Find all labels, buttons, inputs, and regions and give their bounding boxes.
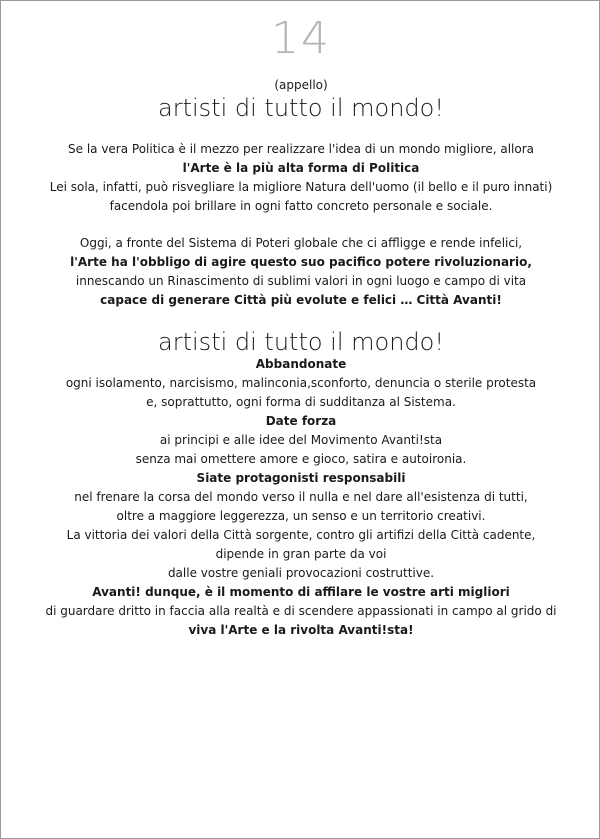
paragraph-1-line: Lei sola, infatti, può risvegliare la migliore Natura dell'uomo (il bello e il puro innati) bbox=[49, 180, 553, 194]
paragraph-3-line: nel frenare la corsa del mondo verso il nulla e nel dare all'esistenza di tutti, bbox=[74, 490, 528, 504]
paragraph-1-line: facendola poi brillare in ogni fatto concreto personale e sociale. bbox=[109, 199, 493, 213]
paragraph-3-line-bold: viva l'Arte e la rivolta Avanti!sta! bbox=[188, 623, 414, 637]
paragraph-2-line-bold: l'Arte ha l'obbligo di agire questo suo pacifico potere rivoluzionario, bbox=[70, 255, 532, 269]
paragraph-3-line: oltre a maggiore leggerezza, un senso e un territorio creativi. bbox=[116, 509, 486, 523]
paragraph-1-line: Se la vera Politica è il mezzo per realizzare l'idea di un mondo migliore, allora bbox=[68, 142, 534, 156]
paragraph-1 bbox=[41, 140, 561, 216]
paragraph-3-line: ai principi e alle idee del Movimento Avanti!sta bbox=[159, 433, 443, 447]
paragraph-3-line-bold: Date forza bbox=[265, 414, 337, 428]
paragraph-2-line: innescando un Rinascimento di sublimi valori in ogni luogo e campo di vita bbox=[75, 274, 527, 288]
paragraph-3-line: e, soprattutto, ogni forma di sudditanza al Sistema. bbox=[146, 395, 456, 409]
paragraph-3 bbox=[41, 355, 561, 640]
paragraph-3-line: dalle vostre geniali provocazioni costruttive. bbox=[167, 566, 435, 580]
page-number: 14 bbox=[271, 13, 331, 64]
paragraph-2-line-bold: capace di generare Città più evolute e felici … Città Avanti! bbox=[100, 293, 502, 307]
paragraph-1-line-bold: l'Arte è la più alta forma di Politica bbox=[182, 161, 420, 175]
paragraph-3-line: senza mai omettere amore e gioco, satira e autoironia. bbox=[135, 452, 467, 466]
paragraph-3-line-bold: Avanti! dunque, è il momento di affilare le vostre arti migliori bbox=[92, 585, 510, 599]
paragraph-2 bbox=[41, 234, 561, 310]
paragraph-3-line: La vittoria dei valori della Città sorgente, contro gli artifizi della Città cadente, bbox=[66, 528, 536, 542]
paragraph-3-line: ogni isolamento, narcisismo, malinconia,sconforto, denuncia o sterile protesta bbox=[65, 376, 537, 390]
paragraph-3-line: dipende in gran parte da voi bbox=[215, 547, 387, 561]
heading-2: artisti di tutto il mondo! bbox=[158, 328, 444, 356]
heading-1: artisti di tutto il mondo! bbox=[158, 94, 444, 122]
paragraph-3-line-bold: Siate protagonisti responsabili bbox=[196, 471, 406, 485]
paragraph-3-line: di guardare dritto in faccia alla realtà e di scendere appassionati in campo al grido di bbox=[45, 604, 557, 618]
paragraph-3-line-bold: Abbandonate bbox=[255, 357, 347, 371]
paragraph-2-line: Oggi, a fronte del Sistema di Poteri globale che ci affligge e rende infelici, bbox=[79, 236, 523, 250]
subtitle: (appello) bbox=[274, 78, 328, 92]
